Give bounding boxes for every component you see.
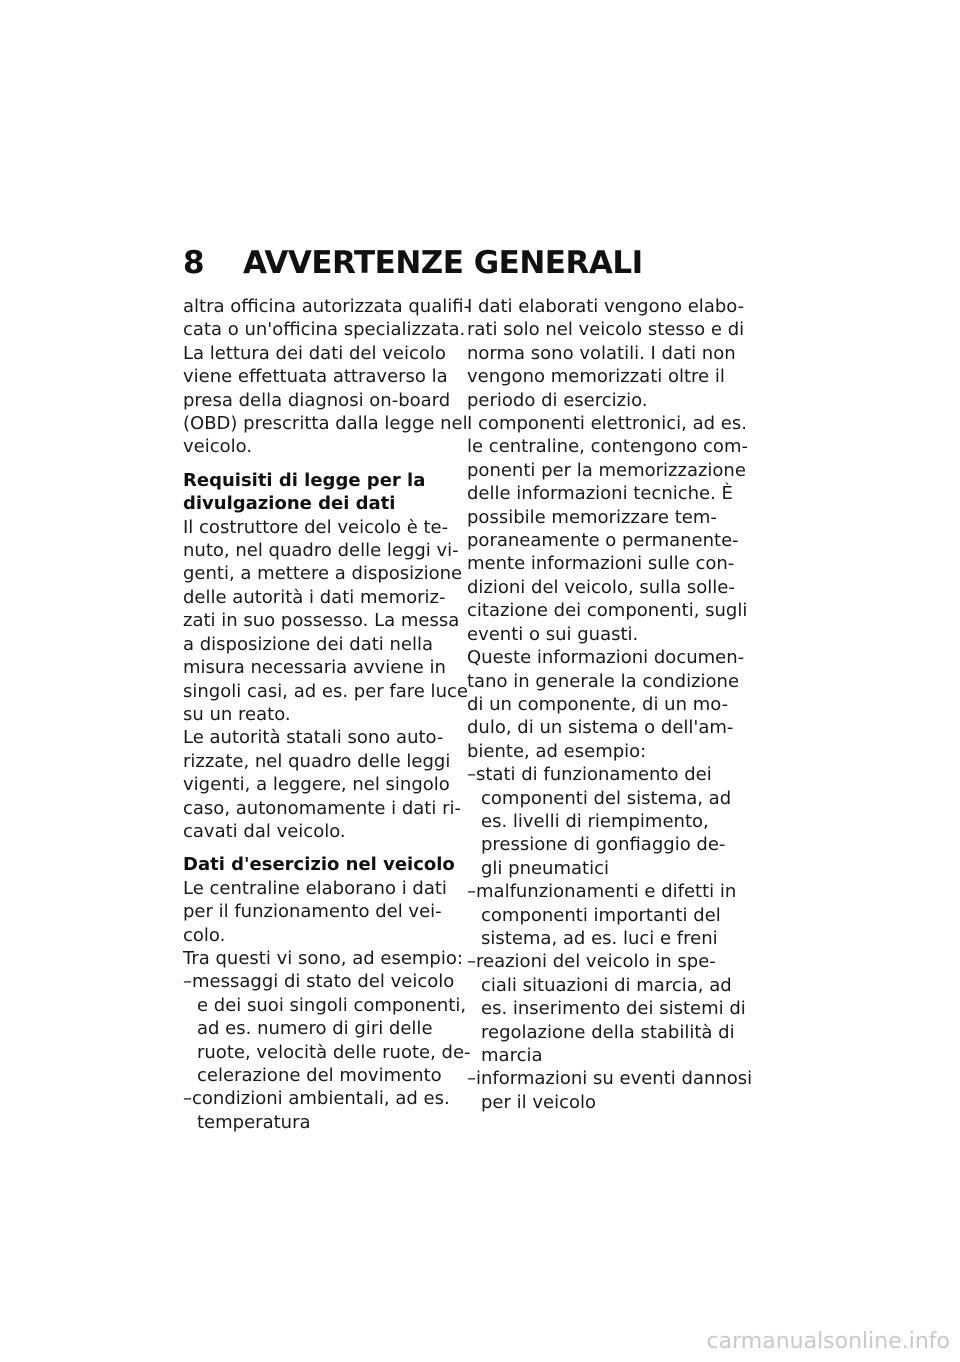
text-line: vengono memorizzati oltre il: [467, 366, 725, 388]
text-line: presa della diagnosi on-board: [183, 389, 451, 411]
text-line: marcia: [481, 1045, 543, 1066]
text-line: gli pneumatici: [481, 857, 609, 879]
text-line: ciali situazioni di marcia, ad: [481, 974, 732, 996]
text-line: per il funzionamento del vei-: [183, 901, 442, 923]
text-line: a disposizione dei dati nella: [183, 633, 434, 655]
text-line: –reazioni del veicolo in spe-: [467, 951, 716, 973]
text-line: ruote, velocità delle ruote, de-: [197, 1041, 471, 1063]
text-line: Le autorità statali sono auto-: [183, 727, 444, 749]
text-line: per il veicolo: [481, 1091, 596, 1113]
text-line: Il costruttore del veicolo è te-: [183, 516, 449, 538]
text-line: –messaggi di stato del veicolo: [183, 971, 455, 993]
text-line: temperatura: [197, 1111, 311, 1133]
left-text-column: [183, 295, 471, 1134]
text-line: componenti importanti del: [481, 904, 721, 926]
right-text-column: [467, 295, 752, 1114]
text-line: viene effettuata attraverso la: [183, 366, 448, 388]
watermark-text: carmanualsonline.info: [706, 1329, 950, 1354]
text-line: veicolo.: [183, 436, 253, 458]
text-line: –stati di funzionamento dei: [467, 764, 712, 786]
section-heading-line: Requisiti di legge per la: [183, 469, 426, 491]
text-line: biente, ad esempio:: [467, 740, 647, 762]
text-line: celerazione del movimento: [197, 1065, 442, 1086]
text-line: cata o un'officina specializzata.: [183, 319, 466, 341]
chapter-number: 8: [183, 245, 205, 281]
text-line: su un reato.: [183, 703, 291, 725]
paragraph-gap: [183, 459, 468, 469]
text-line: eventi o sui guasti.: [467, 623, 639, 645]
text-line: di un componente, di un mo-: [467, 693, 729, 715]
chapter-title: AVVERTENZE GENERALI: [243, 245, 643, 281]
text-line: pressione di gonfiaggio de-: [481, 834, 726, 856]
text-line: tano in generale la condizione: [467, 670, 740, 692]
text-line: delle autorità i dati memoriz-: [183, 586, 446, 608]
text-line: I componenti elettronici, ad es.: [467, 413, 747, 435]
text-line: –malfunzionamenti e difetti in: [467, 881, 737, 903]
text-line: –condizioni ambientali, ad es.: [183, 1088, 450, 1110]
section-heading-line: Dati d'esercizio nel veicolo: [183, 854, 455, 876]
paragraph-gap: [183, 843, 468, 853]
text-line: dizioni del veicolo, sulla solle-: [467, 576, 735, 598]
text-line: nuto, nel quadro delle leggi vi-: [183, 540, 459, 562]
text-line: sistema, ad es. luci e freni: [481, 927, 718, 949]
text-line: le centraline, contengono com-: [467, 436, 748, 458]
text-line: La lettura dei dati del veicolo: [183, 342, 446, 364]
text-line: misura necessaria avviene in: [183, 657, 446, 679]
text-line: vigenti, a leggere, nel singolo: [183, 774, 450, 796]
text-line: dulo, di un sistema o dell'am-: [467, 717, 734, 739]
text-line: rizzate, nel quadro delle leggi: [183, 750, 451, 772]
text-line: (OBD) prescritta dalla legge nel: [183, 413, 468, 435]
text-line: periodo di esercizio.: [467, 389, 648, 411]
text-line: possibile memorizzare tem-: [467, 506, 717, 528]
text-line: I dati elaborati vengono elabo-: [467, 296, 745, 317]
text-line: delle informazioni tecniche. È: [467, 483, 733, 505]
text-line: es. livelli di riempimento,: [481, 810, 709, 832]
text-line: e dei suoi singoli componenti,: [197, 994, 467, 1016]
text-line: poraneamente o permanente-: [467, 530, 739, 552]
text-line: zati in suo possesso. La messa: [183, 610, 460, 632]
text-line: colo.: [183, 924, 226, 946]
text-line: ponenti per la memorizzazione: [467, 459, 746, 481]
text-line: citazione dei componenti, sugli: [467, 600, 748, 622]
text-line: componenti del sistema, ad: [481, 787, 732, 809]
text-line: cavati dal veicolo.: [183, 820, 346, 842]
text-line: Queste informazioni documen-: [467, 647, 745, 669]
chapter-heading: [183, 243, 643, 283]
text-line: mente informazioni sulle con-: [467, 553, 735, 575]
text-line: rati solo nel veicolo stesso e di: [467, 319, 745, 341]
text-line: ad es. numero di giri delle: [197, 1018, 433, 1040]
text-line: singoli casi, ad es. per fare luce: [183, 680, 468, 702]
text-line: altra officina autorizzata qualifi-: [183, 296, 471, 317]
text-line: –informazioni su eventi dannosi: [467, 1068, 753, 1090]
text-line: norma sono volatili. I dati non: [467, 342, 736, 364]
text-line: es. inserimento dei sistemi di: [481, 998, 746, 1020]
text-line: Tra questi vi sono, ad esempio:: [183, 947, 463, 969]
text-line: regolazione della stabilità di: [481, 1021, 735, 1043]
text-line: genti, a mettere a disposizione: [183, 563, 463, 585]
section-heading-line: divulgazione dei dati: [183, 493, 396, 515]
text-line: caso, autonomamente i dati ri-: [183, 797, 461, 819]
text-line: Le centraline elaborano i dati: [183, 877, 447, 899]
